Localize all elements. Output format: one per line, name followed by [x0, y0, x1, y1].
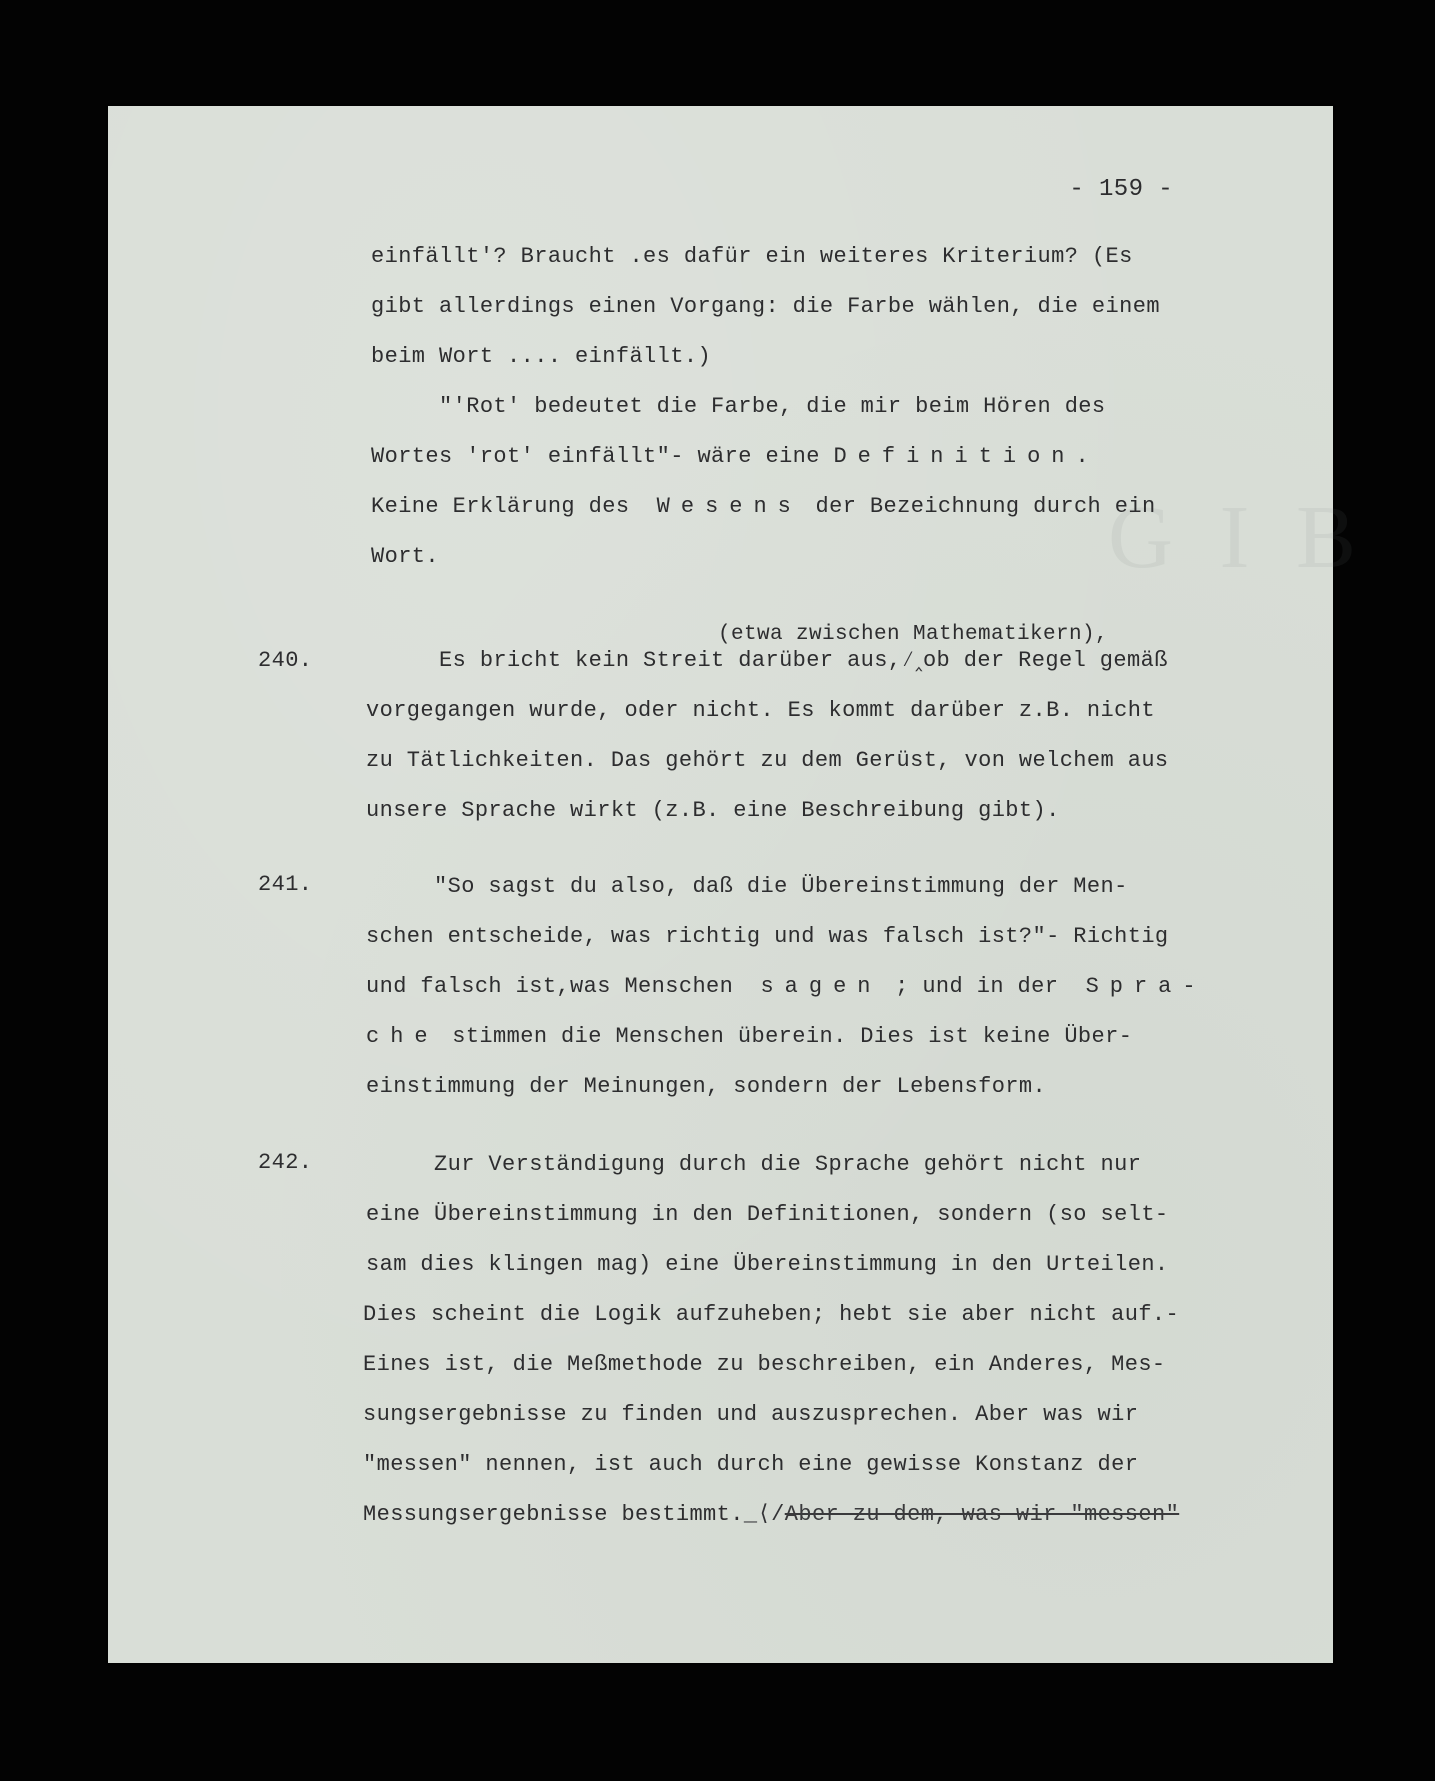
intro-line-5-text: Wortes 'rot' einfällt"- wäre eine [371, 444, 820, 469]
section-241-line-3-text: und falsch ist,was Menschen [366, 974, 734, 999]
section-240-line-1-tail: ob der Regel gemäß [922, 648, 1168, 673]
section-242-line-3: sam dies klingen mag) eine Übereinstimmung in den Urteilen. [366, 1252, 1169, 1277]
section-241-line-4 [366, 1026, 1132, 1048]
section-242-line-1: Zur Verständigung durch die Sprache gehört nicht nur [366, 1152, 1142, 1177]
section-240-line-2: vorgegangen wurde, oder nicht. Es kommt darüber z.B. nicht [366, 698, 1155, 723]
intro-line-5 [371, 446, 1100, 468]
spra-emphasis: Spra- [1085, 974, 1207, 999]
intro-line-4: "'Rot' bedeutet die Farbe, die mir beim Hören des [371, 394, 1106, 419]
typescript-page [108, 106, 1368, 1663]
section-240-line-1 [371, 650, 1168, 672]
section-241-line-1: "So sagst du also, daß die Übereinstimmung der Men- [366, 874, 1128, 899]
section-242-line-5: Eines ist, die Meßmethode zu beschreiben, ein Anderes, Mes- [363, 1352, 1166, 1377]
che-emphasis: che [366, 1024, 439, 1049]
definition-emphasis: Definition. [833, 444, 1100, 469]
intro-line-7: Wort. [371, 544, 440, 569]
section-241-line-2: schen entscheide, was richtig und was falsch ist?"- Richtig [366, 924, 1169, 949]
section-242-line-8 [363, 1504, 1179, 1526]
section-241-line-4-text: stimmen die Menschen überein. Dies ist keine Über- [452, 1024, 1133, 1049]
intro-line-6-text: Keine Erklärung des [371, 494, 630, 519]
intro-line-2: gibt allerdings einen Vorgang: die Farbe wählen, die einem [371, 294, 1160, 319]
section-242-number: 242. [258, 1150, 313, 1175]
section-241-line-3-mid: ; und in der [895, 974, 1059, 999]
intro-line-6-tail: der Bezeichnung durch ein [815, 494, 1156, 519]
intro-line-3: beim Wort .... einfällt.) [371, 344, 712, 369]
section-240-line-3: zu Tätlichkeiten. Das gehört zu dem Gerüst, von welchem aus [366, 748, 1169, 773]
section-241-line-5: einstimmung der Meinungen, sondern der Lebensform. [366, 1074, 1047, 1099]
struck-through-text: Aber zu dem, was wir "messen" [784, 1502, 1180, 1527]
section-240-line-1-text: Es bricht kein Streit darüber aus, [371, 648, 902, 673]
section-240-line-4: unsere Sprache wirkt (z.B. eine Beschreibung gibt). [366, 798, 1060, 823]
wesens-emphasis: Wesens [656, 494, 802, 519]
section-240-insertion: (etwa zwischen Mathematikern), [718, 623, 1109, 646]
intro-line-6 [371, 496, 1156, 518]
section-242-line-6: sungsergebnisse zu finden und auszusprechen. Aber was wir [363, 1402, 1139, 1427]
section-242-line-4: Dies scheint die Logik aufzuheben; hebt sie aber nicht auf.- [363, 1302, 1180, 1327]
page-number: - 159 - [1069, 176, 1173, 203]
section-240-number: 240. [258, 648, 313, 673]
section-241-number: 241. [258, 872, 313, 897]
bleed-through-mark: G I B [1108, 488, 1368, 587]
insertion-caret: ⁄‸ [901, 648, 923, 673]
sagen-emphasis: sagen [760, 974, 882, 999]
section-242-line-7: "messen" nennen, ist auch durch eine gewisse Konstanz der [363, 1452, 1139, 1477]
section-241-line-3 [366, 976, 1207, 998]
section-242-line-8-text: Messungsergebnisse bestimmt. [363, 1502, 744, 1527]
section-242-line-2: eine Übereinstimmung in den Definitionen, sondern (so selt- [366, 1202, 1169, 1227]
editorial-mark: _⟨/ [743, 1502, 785, 1527]
intro-line-1: einfällt'? Braucht .es dafür ein weiteres Kriterium? (Es [371, 244, 1133, 269]
